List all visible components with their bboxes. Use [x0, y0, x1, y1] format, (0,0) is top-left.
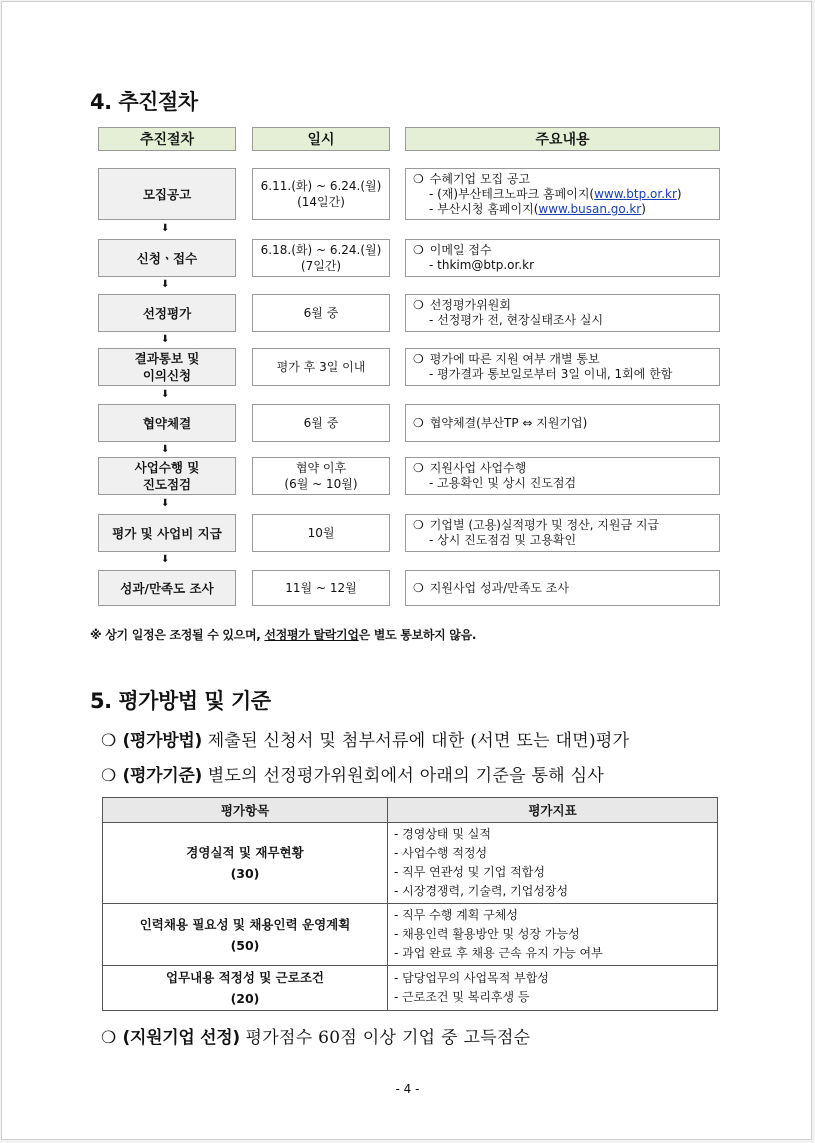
date-box [252, 570, 390, 606]
content-text: 수혜기업 모집 공고 [429, 171, 531, 186]
stage-label-line: 진도점검 [142, 477, 192, 492]
content-sub-item [413, 258, 719, 273]
content-text: 협약체결(부산TP ⇔ 지원기업) [429, 415, 588, 430]
evaluation-method: ❍ (평가방법) 제출된 신청서 및 첨부서류에 대한 (서면 또는 대면)평가 [101, 731, 630, 751]
content-text: - (재)부산테크노파크 홈페이지( [429, 186, 595, 201]
eval-item-score: (30) [230, 866, 260, 881]
stage-label [112, 525, 222, 542]
date-box [252, 168, 390, 220]
eval-item-name: 경영실적 및 재무현황 [186, 845, 304, 860]
eval-item-cell [103, 966, 388, 1011]
content-text: 평가에 따른 지원 여부 개별 통보 [429, 352, 600, 366]
header-date: 일시 [252, 127, 390, 151]
eval-indicator: - 사업수행 적정성 [394, 846, 488, 860]
header-stage: 추진절차 [98, 127, 236, 151]
date-box [252, 348, 390, 386]
content-sub-item [413, 313, 719, 328]
down-arrow-icon: ⬇ [161, 554, 170, 565]
stage-box [98, 239, 236, 277]
website-link[interactable]: www.busan.go.kr [538, 201, 642, 216]
circle-bullet-icon: ❍ [101, 766, 117, 786]
content-sub-item [413, 367, 719, 382]
content-text: - 선정평가 전, 현장실태조사 실시 [429, 313, 604, 327]
stage-box [98, 570, 236, 606]
eval-indicator: - 경영상태 및 실적 [394, 827, 491, 841]
content-text: ) [641, 201, 646, 216]
content-box [405, 348, 720, 386]
circle-bullet-icon: ❍ [413, 298, 424, 312]
date-line: (7일간) [300, 259, 342, 273]
date-line: 11월 ~ 12월 [285, 581, 357, 595]
stage-box [98, 348, 236, 386]
eval-indicator-cell [388, 823, 718, 904]
content-box [405, 239, 720, 277]
date-line: 6월 중 [303, 306, 339, 320]
section-4-title: 4. 추진절차 [90, 90, 198, 114]
date-box [252, 294, 390, 332]
content-sub-item [413, 533, 719, 548]
circle-bullet-icon: ❍ [413, 415, 424, 430]
down-arrow-icon: ⬇ [161, 389, 170, 400]
selection-criteria: ❍ (지원기업 선정) 평가점수 60점 이상 기업 중 고득점순 [101, 1028, 531, 1048]
eval-item-cell [103, 823, 388, 904]
date-line: 6월 중 [303, 416, 339, 430]
content-text: 기업별 (고용)실적평가 및 정산, 지원금 지급 [429, 518, 660, 532]
circle-bullet-icon: ❍ [413, 352, 424, 366]
stage-label [135, 350, 200, 384]
circle-bullet-icon: ❍ [413, 243, 424, 257]
content-text: 지원사업 사업수행 [429, 461, 527, 475]
stage-label-line: 결과통보 및 [134, 351, 200, 366]
content-text: - thkim@btp.or.kr [429, 258, 535, 272]
stage-label [135, 459, 200, 493]
stage-label-line: 모집공고 [142, 186, 192, 202]
stage-label-line: 이의신청 [142, 368, 192, 383]
content-main-item [413, 416, 719, 431]
content-text: - 고용확인 및 상시 진도점검 [429, 476, 577, 490]
eval-indicator: - 과업 완료 후 채용 근속 유지 가능 여부 [394, 946, 603, 960]
date-line: 6.18.(화) ~ 6.24.(월) [260, 243, 382, 257]
content-sub-item [413, 202, 719, 217]
date-line: (14일간) [297, 195, 345, 209]
content-text: - 평가결과 통보일로부터 3일 이내, 1회에 한함 [429, 367, 673, 381]
content-box [405, 168, 720, 220]
eval-header-item: 평가항목 [103, 798, 388, 823]
content-main-item [413, 298, 719, 313]
content-main-item [413, 352, 719, 367]
content-main-item [413, 243, 719, 258]
eval-item-cell [103, 904, 388, 966]
evaluation-table [102, 797, 718, 1011]
content-box [405, 457, 720, 495]
down-arrow-icon: ⬇ [161, 223, 170, 234]
circle-bullet-icon: ❍ [101, 1028, 117, 1048]
content-text: - 상시 진도점검 및 고용확인 [429, 533, 577, 547]
evaluation-criteria: ❍ (평가기준) 별도의 선정평가위원회에서 아래의 기준을 통해 심사 [101, 766, 605, 786]
date-box [252, 457, 390, 495]
circle-bullet-icon: ❍ [101, 731, 117, 751]
stage-label-line: 선정평가 [142, 305, 192, 321]
down-arrow-icon: ⬇ [161, 444, 170, 455]
eval-indicator: - 근로조건 및 복리후생 등 [394, 990, 530, 1004]
eval-item-score: (50) [230, 937, 260, 953]
stage-box [98, 404, 236, 442]
date-box [252, 514, 390, 552]
eval-indicator: - 직무 연관성 및 기업 적합성 [394, 865, 545, 879]
content-text: 선정평가위원회 [429, 298, 511, 312]
content-box [405, 514, 720, 552]
eval-indicator: - 담당업무의 사업목적 부합성 [394, 971, 549, 985]
stage-label-line: 평가 및 사업비 지급 [112, 525, 222, 541]
circle-bullet-icon: ❍ [413, 461, 424, 475]
document-page [1, 1, 812, 1140]
stage-label [120, 580, 213, 597]
eval-indicator: - 직무 수행 계획 구체성 [394, 908, 518, 922]
eval-indicator-cell [388, 904, 718, 966]
content-main-item [413, 518, 719, 533]
eval-item-score: (20) [230, 991, 260, 1006]
date-line: 평가 후 3일 이내 [276, 360, 366, 374]
stage-label-line: 신청ㆍ접수 [136, 250, 198, 266]
stage-label [143, 186, 191, 203]
page-number: - 4 - [395, 1082, 420, 1096]
date-line: 10월 [307, 526, 335, 540]
date-line: 협약 이후 [295, 461, 347, 475]
eval-row [103, 904, 718, 966]
eval-item-name: 업무내용 적정성 및 근로조건 [166, 970, 324, 985]
date-box [252, 404, 390, 442]
content-main-item [413, 581, 719, 596]
content-text: 지원사업 성과/만족도 조사 [429, 580, 569, 595]
eval-item-name: 인력채용 필요성 및 채용인력 운영계획 [139, 916, 351, 932]
eval-indicator: - 시장경쟁력, 기술력, 기업성장성 [394, 884, 569, 898]
stage-box [98, 514, 236, 552]
date-box [252, 239, 390, 277]
down-arrow-icon: ⬇ [161, 498, 170, 509]
stage-label-line: 협약체결 [142, 415, 192, 431]
date-line: (6월 ~ 10월) [284, 477, 358, 491]
stage-label-line: 성과/만족도 조사 [120, 580, 214, 596]
date-line: 6.11.(화) ~ 6.24.(월) [260, 179, 382, 193]
content-main-item [413, 461, 719, 476]
circle-bullet-icon: ❍ [413, 171, 424, 186]
section-5-title: 5. 평가방법 및 기준 [90, 689, 271, 713]
eval-row [103, 966, 718, 1011]
content-sub-item [413, 187, 719, 202]
content-sub-item [413, 476, 719, 491]
content-text: 이메일 접수 [429, 243, 492, 257]
content-text: ) [676, 186, 682, 201]
stage-label [137, 250, 197, 267]
header-content: 주요내용 [405, 127, 720, 151]
stage-label [143, 305, 191, 322]
content-box [405, 404, 720, 442]
website-link[interactable]: www.btp.or.kr [594, 186, 677, 201]
down-arrow-icon: ⬇ [161, 334, 170, 345]
circle-bullet-icon: ❍ [413, 518, 424, 532]
down-arrow-icon: ⬇ [161, 279, 170, 290]
content-main-item [413, 172, 719, 187]
stage-label-line: 사업수행 및 [134, 460, 200, 475]
stage-label [143, 415, 191, 432]
eval-row [103, 823, 718, 904]
content-text: - 부산시청 홈페이지( [429, 201, 539, 216]
circle-bullet-icon: ❍ [413, 580, 424, 595]
stage-box [98, 294, 236, 332]
content-box [405, 570, 720, 606]
content-box [405, 294, 720, 332]
eval-indicator: - 채용인력 활용방안 및 성장 가능성 [394, 927, 580, 941]
eval-header-indicator: 평가지표 [388, 798, 718, 823]
eval-indicator-cell [388, 966, 718, 1011]
stage-box [98, 457, 236, 495]
stage-box [98, 168, 236, 220]
schedule-note: ※ 상기 일정은 조정될 수 있으며, 선정평가 탈락기업은 별도 통보하지 않음. [90, 628, 477, 642]
